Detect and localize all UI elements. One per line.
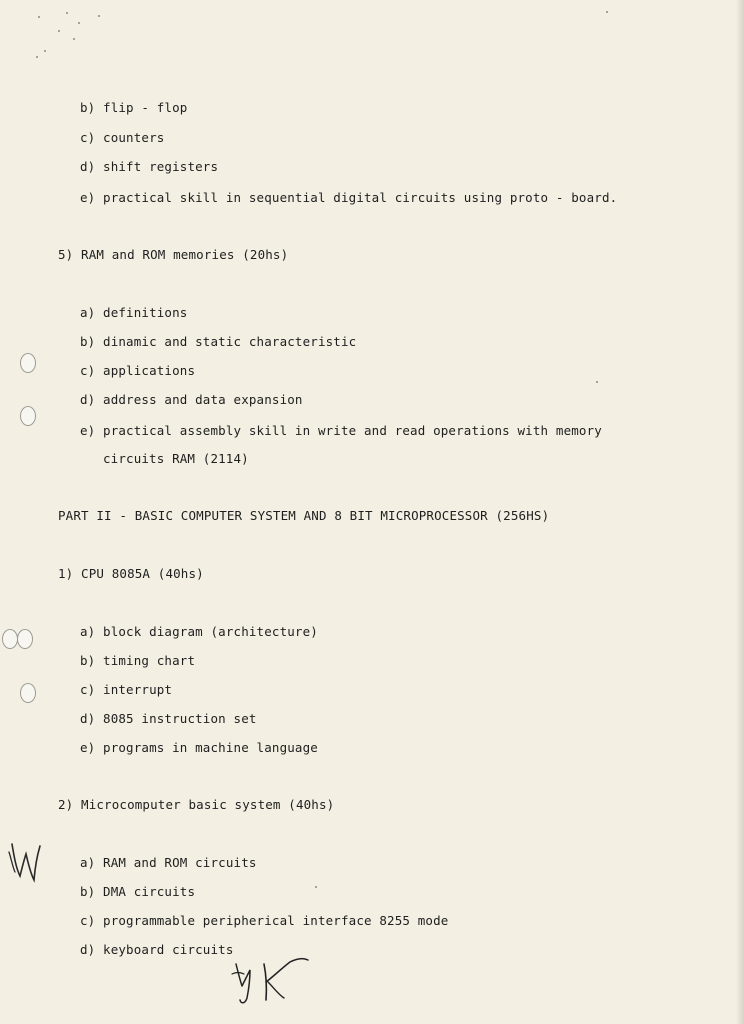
paper-speck [73,38,75,40]
paper-speck [606,11,608,13]
list-item-instruction-set: d) 8085 instruction set [80,711,257,726]
punch-hole [17,629,33,649]
list-item-definitions: a) definitions [80,305,188,320]
paper-speck [98,15,100,17]
list-item-block-diagram: a) block diagram (architecture) [80,624,318,639]
paper-speck [66,12,68,14]
list-item-counters: c) counters [80,130,165,145]
paper-speck [78,22,80,24]
list-item-interrupt: c) interrupt [80,682,173,697]
punch-hole [20,683,36,703]
list-item-timing-chart: b) timing chart [80,653,196,668]
list-item-ppi-8255: c) programmable peripherical interface 8255 mode [80,913,449,928]
page-edge-shadow [736,0,744,1024]
paper-speck [315,886,317,888]
list-item-continuation: circuits RAM (2114) [103,451,249,466]
list-item-keyboard-circuits: d) keyboard circuits [80,942,234,957]
list-item-ram-rom-circuits: a) RAM and ROM circuits [80,855,257,870]
section-heading-ram-rom: 5) RAM and ROM memories (20hs) [58,247,289,262]
list-item-flip-flop: b) flip - flop [80,100,188,115]
signature [228,952,318,1012]
list-item-practical-skill: e) practical skill in sequential digital circuits using proto - board. [80,190,618,205]
list-item-practical-assembly: e) practical assembly skill in write and read operations with memory [80,423,602,438]
margin-initials [6,838,46,886]
list-item-shift-registers: d) shift registers [80,159,219,174]
paper-speck [36,56,38,58]
paper-speck [38,16,40,18]
paper-speck [44,50,46,52]
list-item-dma-circuits: b) DMA circuits [80,884,196,899]
punch-hole [20,353,36,373]
part-heading: PART II - BASIC COMPUTER SYSTEM AND 8 BIT MICROPROCESSOR (256HS) [58,508,550,523]
list-item-machine-language: e) programs in machine language [80,740,318,755]
punch-hole [2,629,18,649]
list-item-applications: c) applications [80,363,196,378]
section-heading-cpu: 1) CPU 8085A (40hs) [58,566,204,581]
punch-hole [20,406,36,426]
section-heading-microcomputer: 2) Microcomputer basic system (40hs) [58,797,335,812]
paper-speck [58,30,60,32]
paper-speck [596,381,598,383]
list-item-address-data: d) address and data expansion [80,392,303,407]
list-item-dinamic-static: b) dinamic and static characteristic [80,334,357,349]
